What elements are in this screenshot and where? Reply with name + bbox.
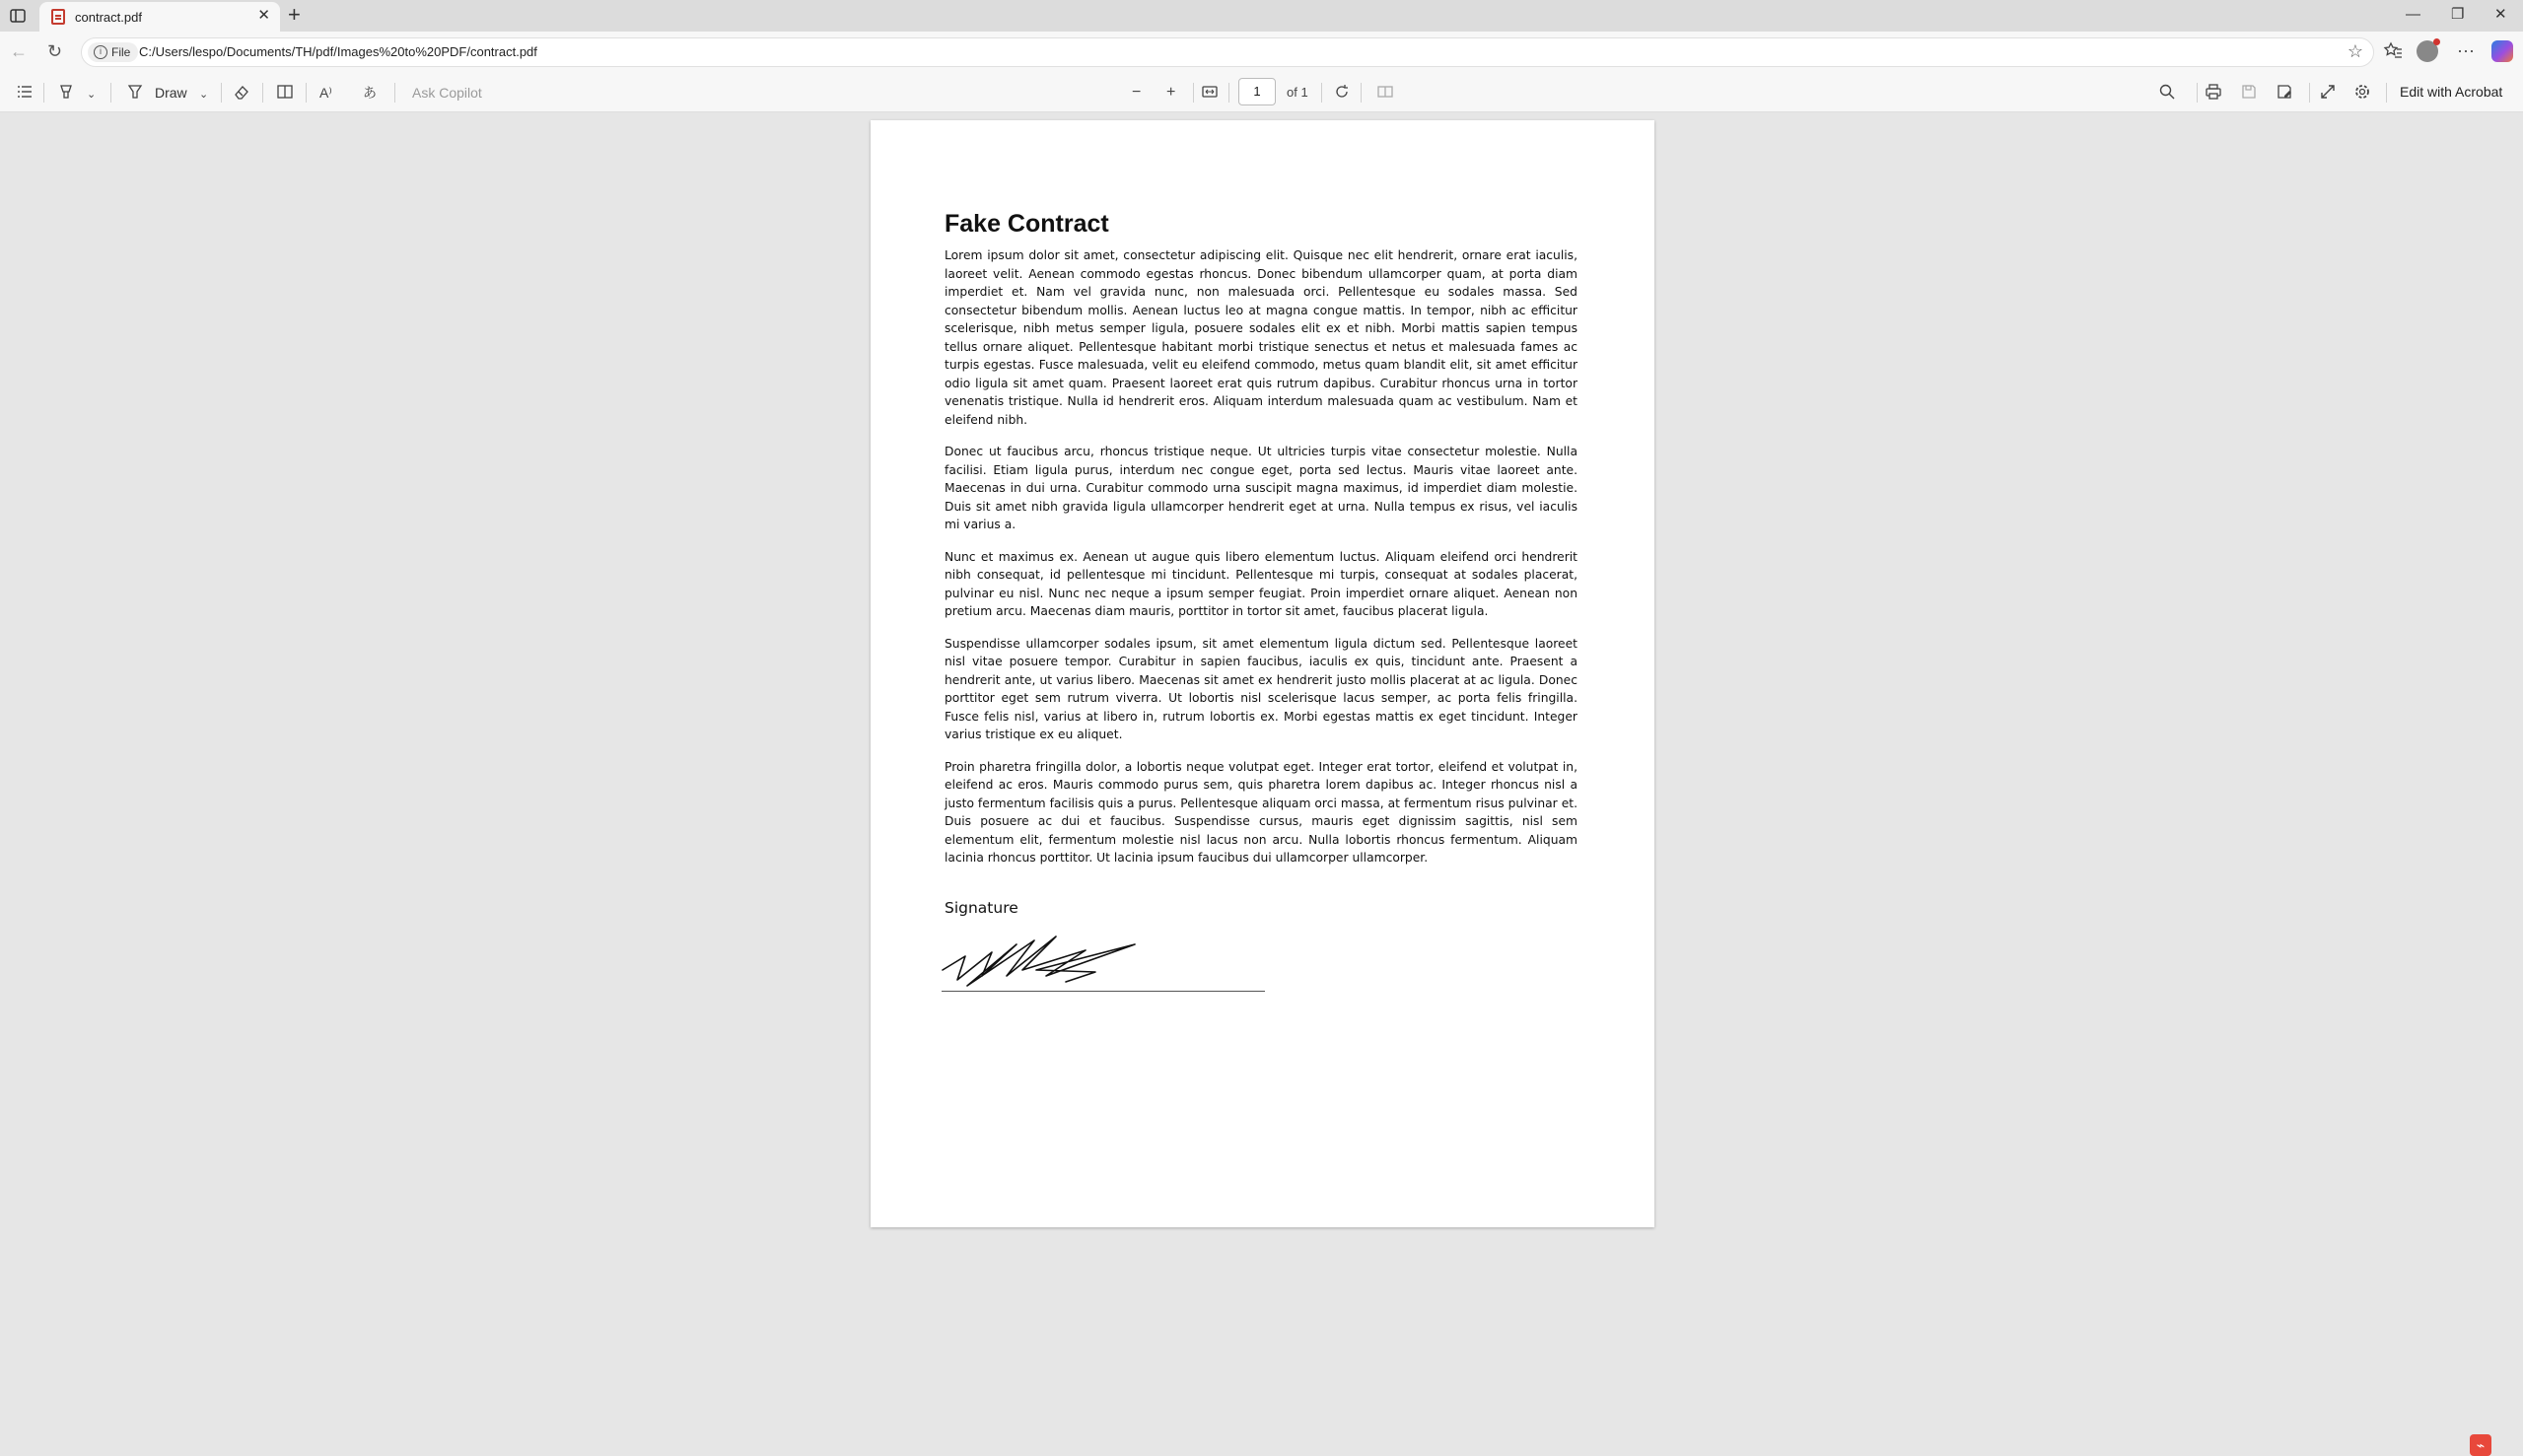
page-count: of 1	[1287, 85, 1308, 100]
highlight-dropdown-icon[interactable]: ⌄	[87, 89, 97, 101]
two-page-icon[interactable]	[1376, 83, 1394, 106]
document-title: Fake Contract	[945, 210, 1109, 238]
draw-icon[interactable]	[126, 83, 144, 106]
fullscreen-icon[interactable]	[2319, 83, 2337, 106]
page-number-input[interactable]: 1	[1238, 78, 1276, 105]
save-as-icon[interactable]	[2276, 83, 2293, 106]
settings-gear-icon[interactable]	[2353, 83, 2371, 106]
tab-actions-icon[interactable]	[8, 6, 28, 26]
toolbar-divider	[1228, 83, 1229, 103]
highlight-icon[interactable]	[57, 83, 75, 106]
draw-dropdown-icon[interactable]: ⌄	[199, 89, 209, 101]
edit-with-acrobat-button[interactable]: Edit with Acrobat	[2400, 84, 2503, 100]
reload-icon[interactable]: ↻	[47, 41, 63, 61]
ask-copilot-button[interactable]: Ask Copilot	[412, 85, 482, 101]
save-icon[interactable]	[2240, 83, 2258, 106]
omnibox[interactable]	[81, 37, 2374, 67]
favorites-icon[interactable]	[2384, 40, 2404, 65]
rotate-icon[interactable]	[1333, 83, 1351, 106]
paragraph: Nunc et maximus ex. Aenean ut augue quis libero elementum luctus. Aliquam eleifend orci hendrerit nibh consequat, id pellentesque mi tincidunt. Pellentesque mi turpis, consequat at sodales placerat, pulvinar eu nisl. Nunc nec neque a ipsum semper feugiat. Proin imperdiet ornare aliquet. Aenean non pretium arcu. Maecenas diam mauris, porttitor in tortor sit amet, faucibus placerat ligula.	[945, 549, 1577, 618]
paragraph: Donec ut faucibus arcu, rhoncus tristique neque. Ut ultricies turpis vitae consectetur molestie. Nulla facilisi. Etiam ligula purus, interdum nec congue eget, porta sed lectus. Mauris vitae laoreet ante. Maecenas in dui urna. Curabitur commodo urna suscipit magna maximus, id imperdiet diam molestie. Duis sit amet nibh gravida ligula ullamcorper hendrerit eget at urna. Nulla tempus ex risus, vel iaculis mi varius a.	[945, 445, 1577, 531]
toolbar-divider	[394, 83, 395, 103]
new-tab-button[interactable]: +	[288, 2, 301, 27]
draw-button[interactable]: Draw	[155, 85, 187, 101]
back-icon[interactable]: ←	[10, 41, 28, 61]
site-info-label: File	[111, 45, 131, 59]
url-text[interactable]: C:/Users/lespo/Documents/TH/pdf/Images%20to%20PDF/contract.pdf	[139, 44, 537, 59]
contents-icon[interactable]	[16, 83, 34, 106]
fit-page-icon[interactable]	[1201, 83, 1219, 106]
handwritten-signature	[938, 929, 1273, 988]
pdf-file-icon	[51, 9, 65, 25]
toolbar-divider	[1321, 83, 1322, 103]
tab-title: contract.pdf	[75, 10, 142, 25]
pdf-toolbar	[0, 73, 2523, 112]
page-view-icon[interactable]	[276, 83, 294, 106]
toolbar-divider	[221, 83, 222, 103]
document-body	[945, 246, 1577, 881]
favorite-star-icon[interactable]: ☆	[2347, 41, 2363, 61]
toolbar-divider	[2309, 83, 2310, 103]
toolbar-divider	[2386, 83, 2387, 103]
more-menu-icon[interactable]: ···	[2457, 40, 2475, 60]
tab-strip	[0, 0, 2523, 32]
tab-close-icon[interactable]: ✕	[257, 7, 270, 24]
address-bar	[0, 32, 2523, 73]
pdf-page	[871, 120, 1654, 1227]
toolbar-divider	[262, 83, 263, 103]
search-icon[interactable]	[2158, 83, 2176, 106]
signature-label: Signature	[945, 899, 1018, 917]
zoom-out-icon[interactable]: −	[1132, 84, 1142, 101]
toolbar-divider	[1193, 83, 1194, 103]
site-info-button[interactable]	[88, 42, 138, 62]
translate-icon[interactable]: あ	[363, 85, 377, 101]
window-close-button[interactable]: ✕	[2494, 6, 2507, 23]
zoom-in-icon[interactable]: +	[1166, 84, 1176, 101]
copilot-icon[interactable]	[2491, 40, 2513, 62]
read-aloud-icon[interactable]: A⁾	[319, 85, 332, 101]
restore-button[interactable]: ❐	[2451, 6, 2465, 23]
toolbar-divider	[2197, 83, 2198, 103]
tab-contract-pdf[interactable]	[39, 2, 280, 32]
toolbar-divider	[306, 83, 307, 103]
paragraph: Proin pharetra fringilla dolor, a lobortis neque volutpat eget. Integer erat tortor, eleifend et volutpat in, eleifend ac eros. Mauris commodo purus sem, quis pharetra lorem dapibus ac. Integer rhoncus nisl a justo fermentum facilisis quis a purus. Pellentesque aliquam orci massa, at fermentum risus pulvinar et. Duis posuere ac dui et faucibus. Suspendisse cursus, mauris eget dignissim sagittis, nisl sem elementum elit, fermentum molestie nisl lacus non arcu. Nulla lobortis rhoncus fermentum. Aliquam lacinia rhoncus porttitor. Ut lacinia ipsum faucibus dui ullamcorper ullamcorper.	[945, 759, 1577, 865]
paragraph: Lorem ipsum dolor sit amet, consectetur adipiscing elit. Quisque nec elit hendrerit, ornare erat iaculis, laoreet velit. Aenean commodo egestas rhoncus. Donec bibendum ullamcorper quam, at porta diam imperdiet et. Nam vel gravida nunc, non malesuada orci. Pellentesque eu sodales massa. Sed consectetur bibendum mollis. Aenean luctus leo at magna congue mattis. In tempor, nibh ac efficitur scelerisque, nibh metus semper ligula, posuere sodales elit ex et nibh. Morbi mattis sapien tempus tellus ornare aliquet. Pellentesque habitant morbi tristique senectus et netus et malesuada fames ac turpis egestas. Fusce malesuada, velit eu eleifend commodo, metus quam blandit elit, sit amet efficitur odio ligula sit amet quam. Praesent laoreet erat quis rutrum dapibus. Curabitur rhoncus urna in tortor venenatis tristique. Nulla id hendrerit eros. Aliquam interdum malesuada quam ac vestibulum. Nam et eleifend nibh.	[945, 248, 1577, 427]
toolbar-divider	[1361, 83, 1362, 103]
notification-dot	[2433, 38, 2440, 45]
pdf-viewer[interactable]	[0, 113, 2523, 1453]
minimize-button[interactable]: —	[2406, 6, 2420, 23]
acrobat-icon[interactable]: ⌁	[2470, 1434, 2491, 1456]
print-icon[interactable]	[2205, 83, 2222, 106]
info-icon: i	[94, 45, 107, 59]
toolbar-divider	[43, 83, 44, 103]
paragraph: Suspendisse ullamcorper sodales ipsum, sit amet elementum ligula dictum sed. Pellentesque laoreet nisl vitae posuere tempor. Curabitur in sapien faucibus, iaculis ex quis, tincidunt ante. Praesent a hendrerit ante, ut varius libero. Maecenas sit amet ex hendrerit justo mollis placerat at ac ligula. Donec porttitor eget sem rutrum viverra. Ut lobortis nisl scelerisque lacus semper, ac porta felis fringilla. Fusce felis nisl, varius at libero in, rutrum lobortis ex. Morbi egestas mattis ex eget tincidunt. Integer varius tristique ex eu aliquet.	[945, 636, 1577, 741]
signature-line	[942, 991, 1265, 992]
toolbar-divider	[110, 83, 111, 103]
eraser-icon[interactable]	[233, 83, 250, 106]
